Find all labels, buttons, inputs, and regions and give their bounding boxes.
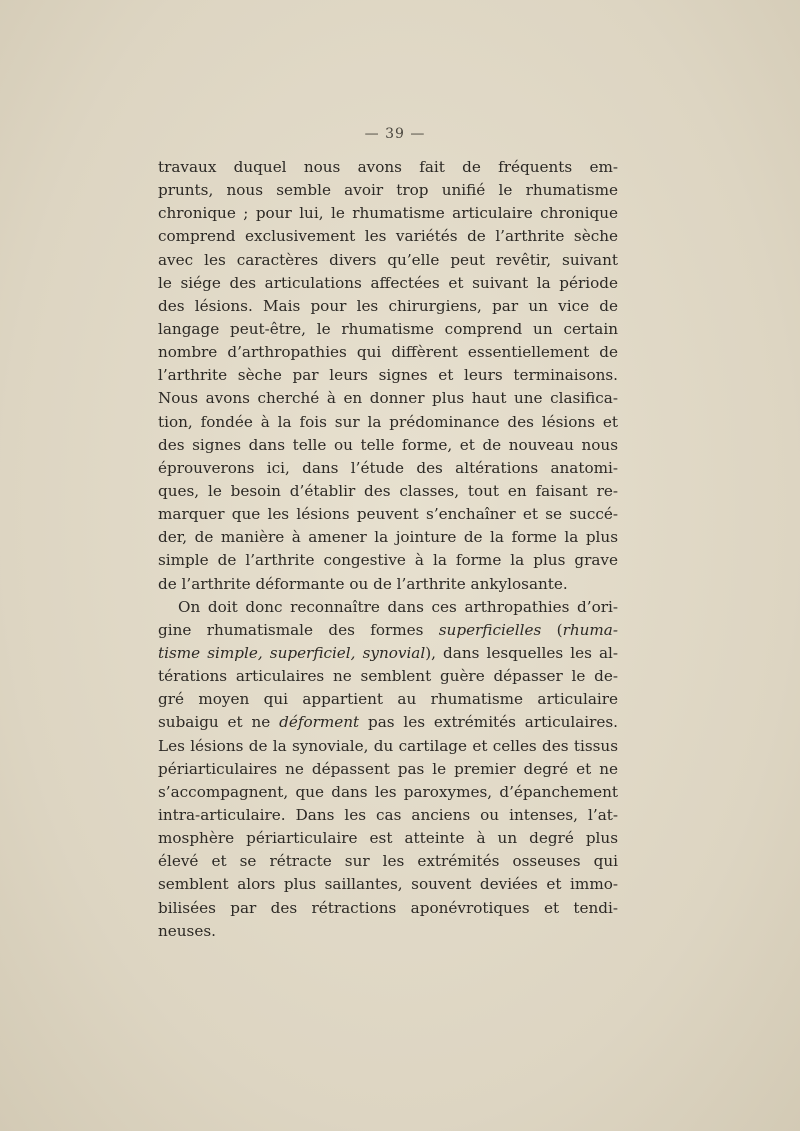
- text-line: Nous avons cherché à en donner plus haut une clasifica-: [158, 389, 618, 408]
- text-line: intra-articulaire. Dans les cas anciens ou intenses, l’at-: [158, 805, 618, 824]
- text-line: simple de l’arthrite congestive à la forme la plus grave: [158, 551, 618, 570]
- text-line: périarticulaires ne dépassent pas le premier degré et ne: [158, 759, 618, 778]
- text-line: [158, 711, 618, 734]
- text-line: des signes dans telle ou telle forme, et de nouveau nous: [158, 435, 618, 454]
- text-run: ), dans lesquelles les al-: [425, 643, 618, 662]
- text-line: On doit donc reconnaître dans ces arthropathies d’ori-: [178, 597, 618, 616]
- text-line: s’accompagnent, que dans les paroxymes, d’épanchement: [158, 782, 618, 801]
- text-line: des lésions. Mais pour les chirurgiens, par un vice de: [158, 296, 618, 315]
- text-line: nombre d’arthropathies qui diffèrent essentiellement de: [158, 343, 618, 362]
- text-line: neuses.: [158, 921, 216, 940]
- text-run: subaigu et ne: [158, 713, 280, 732]
- text-line: mosphère périarticulaire est atteinte à un degré plus: [158, 829, 618, 848]
- text-line: de l’arthrite déformante ou de l’arthrite ankylosante.: [158, 574, 568, 593]
- text-line: térations articulaires ne semblent guère dépasser le de-: [158, 667, 618, 686]
- italic-run: déforment: [279, 713, 360, 732]
- text-run: pas les extrémités articulaires.: [359, 713, 618, 732]
- text-line: [158, 642, 618, 665]
- text-line: semblent alors plus saillantes, souvent deviées et immo-: [158, 875, 618, 894]
- text-line: langage peut-être, le rhumatisme comprend un certain: [158, 319, 618, 338]
- text-line: comprend exclusivement les variétés de l’arthrite sèche: [158, 227, 618, 246]
- italic-run: tisme simple, superficiel, synovial: [158, 643, 426, 662]
- text-line: prunts, nous semble avoir trop unifié le rhumatisme: [158, 181, 618, 200]
- page-number: — 39 —: [364, 126, 426, 142]
- text-line: éprouverons ici, dans l’étude des altérations anatomi-: [158, 458, 618, 477]
- text-line: chronique ; pour lui, le rhumatisme articulaire chronique: [158, 204, 618, 223]
- text-line: marquer que les lésions peuvent s’enchaîner et se succé-: [158, 505, 618, 524]
- text-line: le siége des articulations affectées et suivant la période: [158, 273, 618, 292]
- text-line: avec les caractères divers qu’elle peut revêtir, suivant: [158, 250, 618, 269]
- text-run: (: [541, 620, 563, 639]
- text-line: [158, 619, 618, 642]
- text-line: der, de manière à amener la jointure de la forme la plus: [158, 528, 618, 547]
- text-line: élevé et se rétracte sur les extrémités osseuses qui: [158, 852, 618, 871]
- italic-run: superficielles: [438, 620, 542, 639]
- text-line: bilisées par des rétractions aponévrotiques et tendi-: [158, 898, 618, 917]
- text-line: ques, le besoin d’établir des classes, tout en faisant re-: [158, 481, 618, 500]
- text-line: travaux duquel nous avons fait de fréquents em-: [158, 158, 618, 176]
- text-run: gine rhumatismale des formes: [158, 620, 439, 639]
- text-line: gré moyen qui appartient au rhumatisme articulaire: [158, 690, 618, 709]
- italic-run: rhuma-: [562, 620, 618, 639]
- body-text: [158, 156, 618, 943]
- text-line: tion, fondée à la fois sur la prédominance des lésions et: [158, 412, 618, 431]
- text-line: Les lésions de la synoviale, du cartilage et celles des tissus: [158, 736, 618, 755]
- text-line: l’arthrite sèche par leurs signes et leurs terminaisons.: [158, 366, 618, 385]
